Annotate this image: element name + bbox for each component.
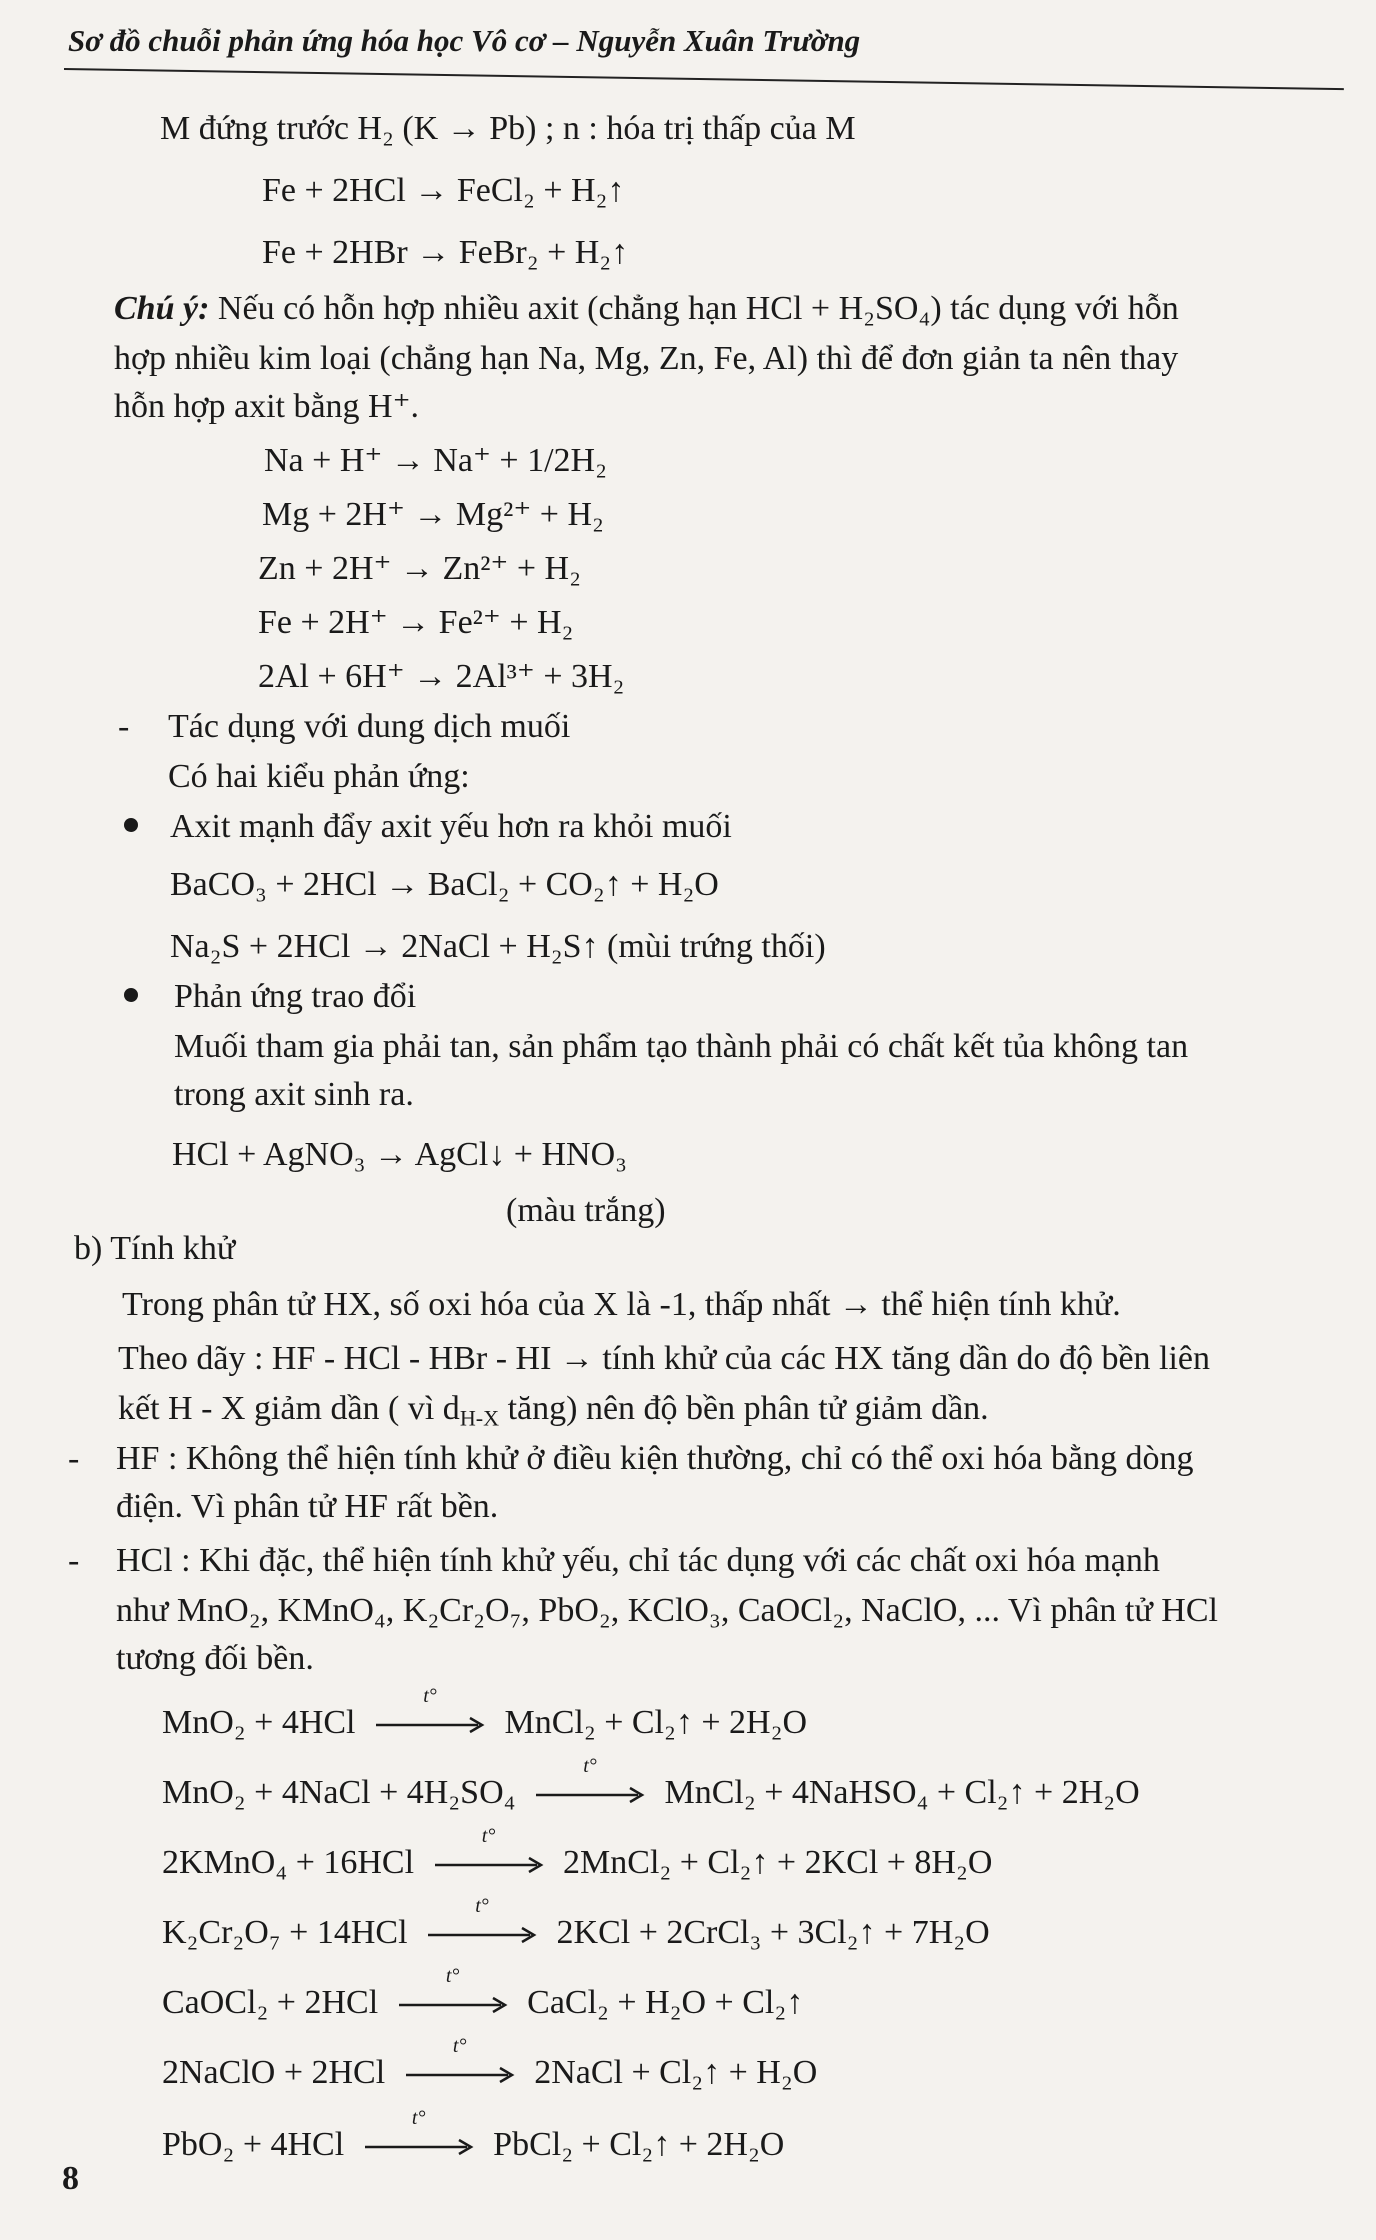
note-line-1 (114, 288, 1179, 331)
note-text-1: Nếu có hỗn hợp nhiều axit (chẳng hạn HCl + H₂SO₄) tác dụng với hỗn (217, 290, 1179, 327)
arrow-icon (374, 1710, 486, 1740)
bullet-exchange: Phản ứng trao đổi (174, 978, 417, 1015)
precipitate-note: (màu trắng) (506, 1192, 666, 1229)
equation-right: CaCl₂ + H₂O + Cl₂↑ (527, 1984, 804, 2021)
ion-equation-na: Na + H⁺ → Na⁺ + 1/2H₂ (264, 442, 607, 479)
arrow-label: t° (423, 1685, 437, 1708)
arrow-label: t° (452, 2035, 467, 2058)
arrow-icon (397, 1990, 509, 2020)
running-header: Sơ đồ chuỗi phản ứng hóa học Vô cơ – Nguyễn Xuân Trường (68, 23, 861, 58)
heat-arrow (374, 1685, 486, 1740)
arrow-icon (426, 1920, 538, 1950)
dash-marker: - (68, 1542, 80, 1579)
equation-left: PbO₂ + 4HCl (162, 2126, 345, 2163)
equation-left: CaOCl₂ + 2HCl (162, 1984, 379, 2021)
equation-left: K₂Cr₂O₇ + 14HCl (162, 1914, 408, 1951)
redox-equation-row (162, 1755, 1140, 1815)
arrow-label: t° (475, 1895, 489, 1918)
equation-right: 2KCl + 2CrCl₃ + 3Cl₂↑ + 7H₂O (556, 1914, 990, 1951)
exchange-desc-1: Muối tham gia phải tan, sản phẩm tạo thành phải có chất kết tủa không tan (174, 1028, 1189, 1065)
reduction-para-1: Trong phân tử HX, số oxi hóa của X là -1, thấp nhất → thể hiện tính khử. (122, 1286, 1121, 1323)
hcl-line-1: HCl : Khi đặc, thể hiện tính khử yếu, chỉ tác dụng với các chất oxi hóa mạnh (116, 1542, 1160, 1579)
equation-left: MnO₂ + 4NaCl + 4H₂SO₄ (162, 1774, 516, 1811)
arrow-label: t° (411, 2107, 426, 2130)
arrow-label: t° (481, 1825, 496, 1848)
equation-baco3: BaCO₃ + 2HCl → BaCl₂ + CO₂↑ + H₂O (170, 866, 719, 903)
ion-equation-al: 2Al + 6H⁺ → 2Al³⁺ + 3H₂ (258, 658, 625, 695)
note-label: Chú ý: (114, 290, 210, 327)
arrow-icon (534, 1780, 646, 1810)
redox-equation-row (162, 1965, 804, 2025)
equation-right: MnCl₂ + Cl₂↑ + 2H₂O (504, 1704, 807, 1741)
arrow-label: t° (583, 1755, 597, 1778)
reduction-para-2b-end: tăng) nên độ bền phân tử giảm dần. (499, 1390, 989, 1427)
note-line-2: hợp nhiều kim loại (chẳng hạn Na, Mg, Zn, Fe, Al) thì để đơn giản ta nên thay (114, 340, 1179, 377)
dash-marker: - (68, 1440, 80, 1477)
equation-right: MnCl₂ + 4NaHSO₄ + Cl₂↑ + 2H₂O (664, 1774, 1140, 1811)
section-heading-reduction: b) Tính khử (74, 1230, 236, 1267)
reduction-para-2a: Theo dãy : HF - HCl - HBr - HI → tính khử của các HX tăng dần do độ bền liên (118, 1340, 1211, 1377)
equation-left: MnO₂ + 4HCl (162, 1704, 356, 1741)
heat-arrow (433, 1825, 545, 1880)
salt-reaction-title: Tác dụng với dung dịch muối (168, 708, 571, 745)
equation-right: 2MnCl₂ + Cl₂↑ + 2KCl + 8H₂O (563, 1844, 993, 1881)
equation-right: PbCl₂ + Cl₂↑ + 2H₂O (493, 2126, 785, 2163)
reduction-para-2b (118, 1388, 989, 1432)
note-line-3: hỗn hợp axit bằng H⁺. (114, 388, 420, 425)
salt-reaction-intro: Có hai kiểu phản ứng: (168, 758, 470, 795)
ion-equation-fe: Fe + 2H⁺ → Fe²⁺ + H₂ (258, 604, 574, 641)
heat-arrow (397, 1965, 509, 2020)
hcl-line-3: tương đối bền. (116, 1640, 314, 1677)
bullet-dot (124, 818, 138, 832)
heat-arrow (363, 2107, 475, 2162)
equation-na2s: Na₂S + 2HCl → 2NaCl + H₂S↑ (mùi trứng thối) (170, 928, 826, 965)
bullet-strong-acid: Axit mạnh đẩy axit yếu hơn ra khỏi muối (170, 808, 732, 845)
equation-right: 2NaCl + Cl₂↑ + H₂O (534, 2054, 818, 2091)
equation-agno3: HCl + AgNO₃ → AgCl↓ + HNO₃ (172, 1136, 627, 1173)
header-rule (64, 68, 1344, 90)
equation-fe-hbr: Fe + 2HBr → FeBr₂ + H₂↑ (262, 234, 629, 271)
heat-arrow (426, 1895, 538, 1950)
arrow-label: t° (445, 1965, 460, 1988)
hf-line-1: HF : Không thể hiện tính khử ở điều kiện thường, chỉ có thể oxi hóa bằng dòng (116, 1440, 1194, 1477)
metal-condition: M đứng trước H₂ (K → Pb) ; n : hóa trị thấp của M (160, 110, 856, 147)
hx-subscript: H-X (459, 1405, 500, 1431)
bullet-dot (124, 988, 138, 1002)
page-number: 8 (62, 2160, 79, 2197)
arrow-icon (363, 2132, 475, 2162)
heat-arrow (404, 2035, 516, 2090)
ion-equation-zn: Zn + 2H⁺ → Zn²⁺ + H₂ (258, 550, 581, 587)
redox-equation-row (162, 2035, 818, 2095)
equation-left: 2KMnO₄ + 16HCl (162, 1844, 415, 1881)
hf-line-2: điện. Vì phân tử HF rất bền. (116, 1488, 499, 1525)
redox-equation-row (162, 1825, 993, 1885)
ion-equation-mg: Mg + 2H⁺ → Mg²⁺ + H₂ (262, 496, 604, 533)
equation-fe-hcl: Fe + 2HCl → FeCl₂ + H₂↑ (262, 172, 625, 209)
redox-equation-row (162, 2107, 785, 2167)
dash-marker: - (118, 708, 130, 745)
redox-equation-row (162, 1895, 990, 1955)
arrow-icon (404, 2060, 516, 2090)
exchange-desc-2: trong axit sinh ra. (174, 1076, 414, 1113)
arrow-icon (433, 1850, 545, 1880)
equation-left: 2NaClO + 2HCl (162, 2054, 386, 2091)
reduction-para-2b-start: kết H - X giảm dần ( vì d (118, 1390, 460, 1427)
redox-equation-row (162, 1685, 807, 1745)
heat-arrow (534, 1755, 646, 1810)
hcl-line-2: như MnO₂, KMnO₄, K₂Cr₂O₇, PbO₂, KClO₃, CaOCl₂, NaClO, ... Vì phân tử HCl (116, 1592, 1218, 1629)
